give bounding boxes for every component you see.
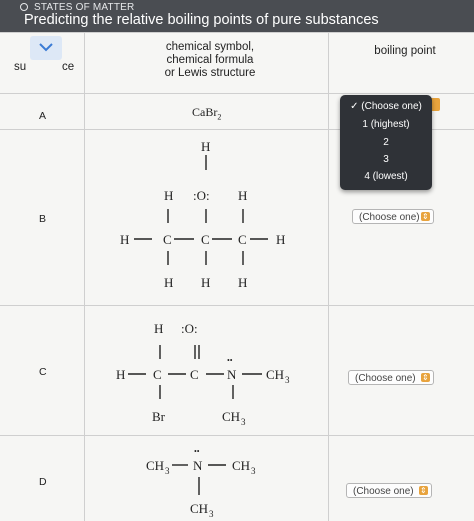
- atom-n: N: [227, 367, 237, 382]
- dropdown-option-1[interactable]: 1 (highest): [362, 119, 410, 130]
- col-header-formula-line1: chemical symbol,: [165, 41, 255, 53]
- atom-br: Br: [152, 409, 165, 424]
- atom-o: :O:: [193, 188, 210, 203]
- subscript-3: 3: [165, 466, 170, 476]
- atom-h: H: [201, 139, 211, 154]
- atom-h: H: [120, 232, 130, 247]
- row-divider: [0, 93, 474, 94]
- lewis-structure-c: [110, 311, 310, 433]
- atom-c: C: [163, 232, 172, 247]
- select-arrow-icon: [421, 212, 430, 221]
- atom-h: H: [154, 321, 164, 336]
- atom-h: H: [116, 367, 126, 382]
- dropdown-option-2[interactable]: 2: [383, 137, 389, 148]
- col-header-substance-left: su: [14, 61, 27, 73]
- select-arrow-icon: [419, 486, 428, 495]
- atom-c: C: [201, 232, 210, 247]
- status-circle-icon: [20, 3, 28, 11]
- subscript-3: 3: [241, 417, 246, 427]
- boiling-point-select-b[interactable]: [352, 209, 434, 224]
- subscript-3: 3: [285, 375, 290, 385]
- atom-c: C: [238, 232, 247, 247]
- row-label-d: D: [39, 476, 47, 488]
- formula-subscript: 2: [217, 112, 222, 122]
- atom-c: C: [190, 367, 199, 382]
- boiling-point-select-c[interactable]: [348, 370, 434, 385]
- group-ch3: CH: [232, 458, 251, 473]
- atom-o: :O:: [181, 321, 198, 336]
- atom-n: N: [193, 458, 203, 473]
- select-value: (Choose one): [359, 212, 420, 223]
- boiling-point-dropdown-a[interactable]: [340, 95, 432, 190]
- group-ch3: CH: [190, 501, 209, 516]
- select-value: (Choose one): [353, 486, 414, 497]
- atom-h: H: [276, 232, 286, 247]
- group-ch3: CH: [266, 367, 285, 382]
- page-title: Predicting the relative boiling points of pure substances: [24, 12, 379, 28]
- subscript-3: 3: [209, 509, 214, 519]
- col-header-formula-line3: or Lewis structure: [164, 67, 256, 79]
- col-header-formula-line2: chemical formula: [166, 54, 254, 66]
- lone-pair: ••: [194, 447, 200, 456]
- chevron-down-icon: [38, 41, 54, 53]
- atom-h: H: [164, 188, 174, 203]
- dropdown-option-choose-one[interactable]: ✓ (Choose one): [350, 101, 422, 112]
- col-header-formula: [140, 41, 280, 80]
- atom-h: H: [164, 275, 174, 290]
- lone-pair: ••: [227, 356, 233, 365]
- group-ch3: CH: [146, 458, 165, 473]
- row-label-b: B: [39, 213, 47, 225]
- row-label-c: C: [39, 366, 47, 378]
- column-divider: [328, 33, 329, 521]
- col-header-boiling-point: boiling point: [374, 45, 436, 57]
- lewis-structure-b: [110, 133, 310, 303]
- atom-c: C: [153, 367, 162, 382]
- col-header-substance-right: ce: [62, 61, 75, 73]
- atom-h: H: [201, 275, 211, 290]
- column-divider: [84, 33, 85, 521]
- select-arrow-icon: [421, 373, 430, 382]
- formula-text: CaBr: [192, 105, 218, 119]
- dropdown-option-3[interactable]: 3: [383, 154, 389, 165]
- row-divider: [0, 435, 474, 436]
- atom-h: H: [238, 275, 248, 290]
- collapse-button[interactable]: [30, 36, 62, 60]
- formula-cabr2: [192, 105, 221, 121]
- atom-h: H: [238, 188, 248, 203]
- row-divider: [0, 305, 474, 306]
- row-label-a: A: [39, 110, 47, 122]
- group-ch3: CH: [222, 409, 241, 424]
- subscript-3: 3: [251, 466, 256, 476]
- boiling-point-select-d[interactable]: [346, 483, 432, 498]
- dropdown-option-4[interactable]: 4 (lowest): [364, 171, 408, 182]
- breadcrumb: STATES OF MATTER: [34, 2, 135, 13]
- select-value: (Choose one): [355, 373, 416, 384]
- lewis-structure-d: [130, 441, 290, 521]
